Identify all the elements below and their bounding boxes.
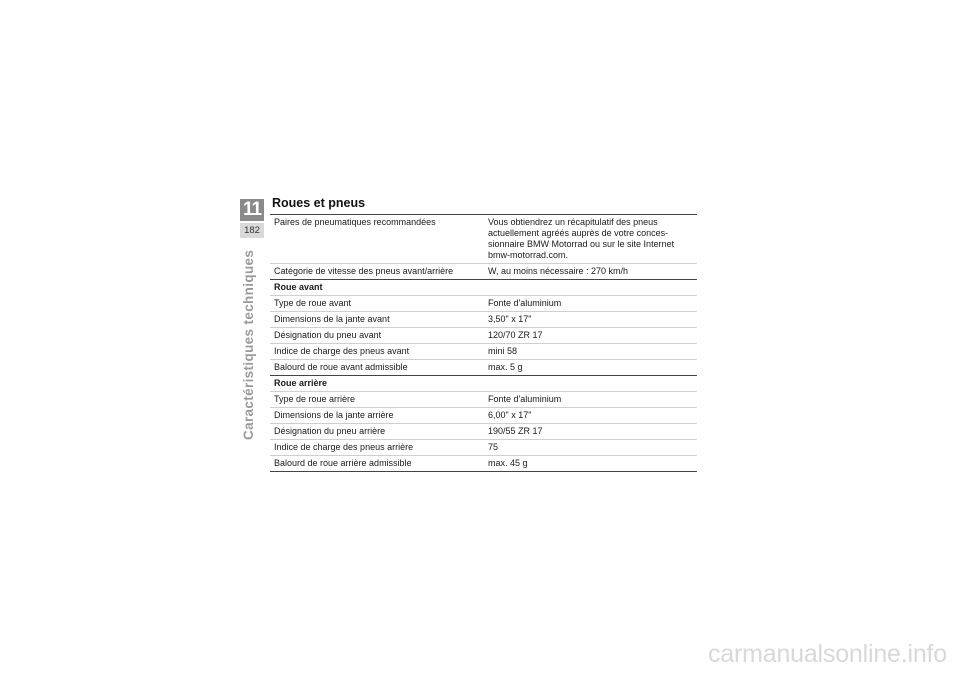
table-row xyxy=(270,344,697,360)
row-label: Balourd de roue avant admissible xyxy=(274,362,408,372)
row-label: Type de roue arrière xyxy=(274,394,356,404)
row-value: 3,50" x 17" xyxy=(488,314,532,324)
table-row xyxy=(270,296,697,312)
table-row xyxy=(270,456,697,472)
row-label: Dimensions de la jante avant xyxy=(274,314,390,324)
table-row xyxy=(270,440,697,456)
row-label: Désignation du pneu arrière xyxy=(274,426,386,436)
table-row xyxy=(270,312,697,328)
chapter-side-title: Caractéristiques techniques xyxy=(241,249,256,440)
chapter-number: 11 xyxy=(240,199,264,221)
row-value: 6,00" x 17" xyxy=(488,410,532,420)
row-value: 190/55 ZR 17 xyxy=(488,426,543,436)
row-value: mini 58 xyxy=(488,346,518,356)
table-row xyxy=(270,392,697,408)
chapter-block xyxy=(240,199,264,238)
row-label: Désignation du pneu avant xyxy=(274,330,382,340)
row-value: Vous obtiendrez un récapitulatif des pneus actuellement agréés auprès de votre concessionnaire BMW Motorrad ou sur le site Internet bmw-motorrad.com. xyxy=(488,217,675,260)
front-wheel-heading: Roue avant xyxy=(270,280,697,296)
table-row xyxy=(270,424,697,440)
row-label: Type de roue avant xyxy=(274,298,352,308)
specifications-table xyxy=(270,214,697,472)
rear-wheel-heading: Roue arrière xyxy=(270,376,697,392)
row-label: Catégorie de vitesse des pneus avant/arrière xyxy=(274,266,454,276)
row-value: max. 45 g xyxy=(488,458,528,468)
row-label: Dimensions de la jante arrière xyxy=(274,410,394,420)
row-value: W, au moins nécessaire : 270 km/h xyxy=(488,266,629,276)
watermark: carmanualsonline.info xyxy=(707,640,947,668)
row-value: 120/70 ZR 17 xyxy=(488,330,543,340)
row-value: Fonte d'aluminium xyxy=(488,394,562,404)
section-title: Roues et pneus xyxy=(272,196,366,210)
table-row xyxy=(270,328,697,344)
table-row xyxy=(270,264,697,280)
table-row xyxy=(270,408,697,424)
row-value: 75 xyxy=(488,442,499,452)
table-row xyxy=(270,360,697,376)
row-value: Fonte d'aluminium xyxy=(488,298,562,308)
page-number: 182 xyxy=(240,223,264,238)
row-label: Paires de pneumatiques recommandées xyxy=(274,217,436,227)
row-label: Indice de charge des pneus avant xyxy=(274,346,410,356)
row-label: Balourd de roue arrière admissible xyxy=(274,458,412,468)
row-label: Indice de charge des pneus arrière xyxy=(274,442,414,452)
table-row xyxy=(270,215,697,264)
row-value: max. 5 g xyxy=(488,362,523,372)
